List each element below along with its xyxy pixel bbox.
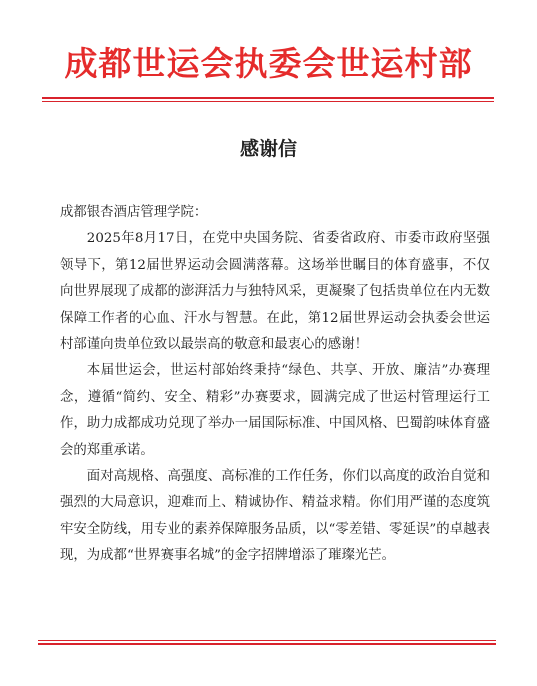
document-title: 感谢信 — [239, 138, 297, 160]
paragraph-1: 2025年8月17日，在党中央国务院、省委省政府、市委市政府坚强领导下，第12届世界运动会圆满落幕。这场举世瞩目的体育盛事，不仅向世界展现了成都的澎湃活力与独特风采，更凝聚了包括贵单位在内无数保障工作者的心血、汗水与智慧。在此，第12届世界运动会执委会世运村部谨向贵单位致以最崇高的敬意和最衷心的感谢！ — [60, 231, 490, 353]
letterhead-organization: 成都世运会执委会世运村部 — [64, 44, 473, 83]
salutation: 成都银杏酒店管理学院： — [60, 205, 208, 220]
letterhead-rule-thin — [42, 101, 494, 102]
footer-rule-thick — [38, 643, 496, 645]
paragraph-2: 本届世运会，世运村部始终秉持“绿色、共享、开放、廉洁”办赛理念，遵循“简约、安全、精彩”办赛要求，圆满完成了世运村管理运行工作，助力成都成功兑现了举办一届国际标准、中国风格、巴蜀韵味体育盛会的郑重承诺。 — [60, 363, 490, 458]
paragraph-3: 面对高规格、高强度、高标准的工作任务，你们以高度的政治自觉和强烈的大局意识，迎难而上、精诚协作、精益求精。你们用严谨的态度筑牢安全防线，用专业的素养保障服务品质，以“零差错、零延误”的卓越表现，为成都“世界赛事名城”的金字招牌增添了璀璨光芒。 — [60, 469, 490, 564]
letter-body — [60, 200, 490, 570]
letterhead-rule-thick — [42, 97, 494, 99]
footer-rule-thin — [38, 640, 496, 641]
